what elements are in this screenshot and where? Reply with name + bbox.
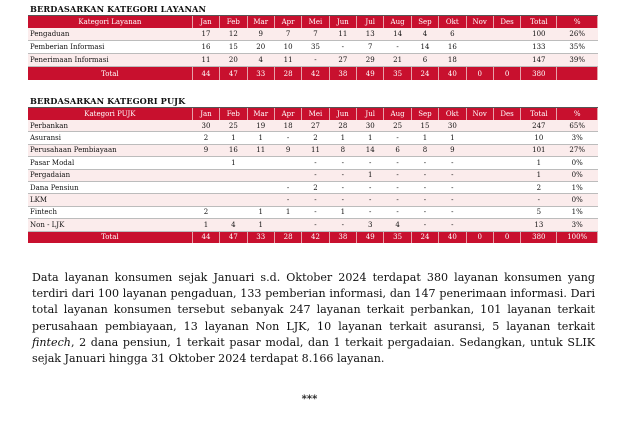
table-cell: - xyxy=(274,194,301,206)
total-cell: 380 xyxy=(521,67,557,81)
table-cell: 2 xyxy=(192,132,219,144)
table-cell xyxy=(466,41,493,54)
header-cell: Nov xyxy=(466,16,493,28)
header-cell: Apr xyxy=(274,16,301,28)
table-cell: 1 xyxy=(521,169,557,181)
table-row xyxy=(28,219,598,231)
header-cell: Okt xyxy=(439,16,466,28)
table-cell xyxy=(274,219,301,231)
table-cell: 1 xyxy=(329,206,356,218)
total-cell: 42 xyxy=(302,231,329,243)
paragraph-text: Data layanan konsumen sejak Januari s.d. Oktober 2024 terdapat 380 layanan konsumen yang terdiri dari 100 layanan pengaduan, 133 pemberian informasi, dan 147 penerimaan informasi. Dari total layanan konsumen tersebut sebanyak 247 layanan terkait perbankan, 101 layanan terkait perusahaan pembiayaan, 13 layanan Non LJK, 10 layanan terkait asuransi, 5 layanan terkait xyxy=(32,271,595,333)
table-cell: - xyxy=(384,132,411,144)
total-label: Total xyxy=(28,231,192,243)
table-cell: 18 xyxy=(274,120,301,132)
table-cell: - xyxy=(302,54,329,67)
section-separator: *** xyxy=(301,394,318,405)
total-cell xyxy=(557,67,598,81)
table-cell: 1 xyxy=(220,132,247,144)
table-cell: 25 xyxy=(384,120,411,132)
table-row xyxy=(28,120,598,132)
table-cell xyxy=(192,181,219,193)
table-cell: 17 xyxy=(192,28,219,41)
table-cell: 7 xyxy=(302,28,329,41)
total-cell: 38 xyxy=(329,231,356,243)
table-cell: 1 xyxy=(357,169,384,181)
table-cell: 27 xyxy=(302,120,329,132)
total-cell: 33 xyxy=(247,67,274,81)
table-cell: - xyxy=(411,194,438,206)
total-cell: 38 xyxy=(329,67,356,81)
header-cell: Apr xyxy=(274,108,301,120)
table-cell: - xyxy=(357,157,384,169)
total-cell: 44 xyxy=(192,231,219,243)
row-label: LKM xyxy=(28,194,192,206)
header-cell: Mar xyxy=(247,108,274,120)
table-cell: 15 xyxy=(411,120,438,132)
table-cell xyxy=(247,194,274,206)
row-label: Dana Pensiun xyxy=(28,181,192,193)
table-cell: 30 xyxy=(357,120,384,132)
row-label: Pergadaian xyxy=(28,169,192,181)
table-cell: 10 xyxy=(521,132,557,144)
table-cell: 9 xyxy=(192,144,219,156)
table-cell: 1 xyxy=(220,157,247,169)
total-cell: 35 xyxy=(384,67,411,81)
header-cell: Des xyxy=(493,16,520,28)
table-cell xyxy=(466,157,493,169)
table-cell: 14 xyxy=(384,28,411,41)
table-cell xyxy=(466,206,493,218)
table-cell: 16 xyxy=(220,144,247,156)
table-cell: 12 xyxy=(220,28,247,41)
table-cell xyxy=(192,157,219,169)
table-cell: - xyxy=(384,157,411,169)
table-cell xyxy=(220,194,247,206)
table-cell: - xyxy=(439,219,466,231)
table-cell: - xyxy=(329,41,356,54)
section-title: BERDASARKAN KATEGORI PUJK xyxy=(28,96,598,108)
total-cell: 24 xyxy=(411,231,438,243)
table-cell: - xyxy=(329,157,356,169)
table-cell: 133 xyxy=(521,41,557,54)
table-cell: 6 xyxy=(439,28,466,41)
table-cell: 16 xyxy=(439,41,466,54)
table-cell: - xyxy=(411,219,438,231)
table-cell: - xyxy=(329,181,356,193)
table-cell xyxy=(220,169,247,181)
table-cell: 26% xyxy=(557,28,598,41)
table-cell: - xyxy=(329,219,356,231)
table-cell xyxy=(192,169,219,181)
table-cell: 10 xyxy=(274,41,301,54)
table-cell: 20 xyxy=(220,54,247,67)
table-cell: 20 xyxy=(247,41,274,54)
table-cell xyxy=(466,132,493,144)
table-cell xyxy=(466,54,493,67)
table-cell: - xyxy=(439,169,466,181)
table-cell: 1 xyxy=(329,132,356,144)
table-cell: 1 xyxy=(357,132,384,144)
table-cell: 2 xyxy=(192,206,219,218)
table-cell: 11 xyxy=(247,144,274,156)
table-cell: - xyxy=(329,194,356,206)
table-cell: 1 xyxy=(247,206,274,218)
total-cell: 47 xyxy=(220,67,247,81)
total-cell: 49 xyxy=(357,67,384,81)
table-cell: - xyxy=(411,181,438,193)
table-cell: 39% xyxy=(557,54,598,67)
total-cell: 35 xyxy=(384,231,411,243)
table-cell xyxy=(493,219,520,231)
header-category: Kategori PUJK xyxy=(28,108,192,120)
header-cell: Aug xyxy=(384,108,411,120)
table-cell xyxy=(493,28,520,41)
row-label: Pasar Modal xyxy=(28,157,192,169)
table-cell: 6 xyxy=(411,54,438,67)
table-header-row xyxy=(28,108,598,120)
total-row xyxy=(28,231,598,243)
header-cell: Okt xyxy=(439,108,466,120)
total-cell: 49 xyxy=(357,231,384,243)
table-cell: - xyxy=(439,181,466,193)
paragraph-text-end: , 2 dana pensiun, 1 terkait pasar modal, dan 1 terkait pergadaian. Sedangkan, untuk SLIK sejak Januari hingga 31 Oktober 2024 terdapat 8.166 layanan. xyxy=(32,335,595,366)
header-cell: Nov xyxy=(466,108,493,120)
row-label: Non - LJK xyxy=(28,219,192,231)
table-cell: 3% xyxy=(557,219,598,231)
table-cell: 65% xyxy=(557,120,598,132)
table-cell xyxy=(493,132,520,144)
table-cell: 35% xyxy=(557,41,598,54)
table-cell: 13 xyxy=(521,219,557,231)
header-cell: Sep xyxy=(411,16,438,28)
table-cell: 19 xyxy=(247,120,274,132)
header-cell: Jun xyxy=(329,16,356,28)
section-kategori-pujk xyxy=(28,96,598,243)
table-cell: - xyxy=(384,169,411,181)
total-cell: 24 xyxy=(411,67,438,81)
table-cell: 1 xyxy=(247,132,274,144)
table-cell: 15 xyxy=(220,41,247,54)
table-row xyxy=(28,194,598,206)
table-cell: 9 xyxy=(274,144,301,156)
table-cell: 3 xyxy=(357,219,384,231)
total-cell: 0 xyxy=(493,67,520,81)
table-cell: - xyxy=(274,132,301,144)
table-cell: - xyxy=(411,157,438,169)
table-cell: 6 xyxy=(384,144,411,156)
row-label: Pengaduan xyxy=(28,28,192,41)
table-cell: 21 xyxy=(384,54,411,67)
table-kategori-pujk xyxy=(28,108,598,243)
table-cell: - xyxy=(384,181,411,193)
header-cell: Mei xyxy=(302,16,329,28)
table-cell: 16 xyxy=(192,41,219,54)
header-cell: Jul xyxy=(357,108,384,120)
table-cell: 2 xyxy=(302,181,329,193)
table-cell: 27 xyxy=(329,54,356,67)
table-cell xyxy=(493,157,520,169)
table-cell: 8 xyxy=(411,144,438,156)
total-cell: 28 xyxy=(274,67,301,81)
table-cell xyxy=(220,206,247,218)
row-label: Perusahaan Pembiayaan xyxy=(28,144,192,156)
table-cell: - xyxy=(302,219,329,231)
header-cell: Feb xyxy=(220,108,247,120)
row-label: Fintech xyxy=(28,206,192,218)
table-cell: - xyxy=(384,206,411,218)
table-cell: 27% xyxy=(557,144,598,156)
table-cell: 147 xyxy=(521,54,557,67)
table-cell: 1 xyxy=(274,206,301,218)
table-cell: 14 xyxy=(357,144,384,156)
table-cell: 100 xyxy=(521,28,557,41)
total-cell: 42 xyxy=(302,67,329,81)
table-cell xyxy=(466,181,493,193)
table-row xyxy=(28,54,598,67)
table-cell: 29 xyxy=(357,54,384,67)
table-cell: - xyxy=(302,206,329,218)
total-cell: 0 xyxy=(466,67,493,81)
table-cell: 1 xyxy=(192,219,219,231)
table-cell: 8 xyxy=(329,144,356,156)
table-cell: 25 xyxy=(220,120,247,132)
table-cell xyxy=(274,157,301,169)
table-cell: - xyxy=(411,206,438,218)
table-cell: 2 xyxy=(521,181,557,193)
total-cell: 40 xyxy=(439,67,466,81)
table-cell: - xyxy=(439,206,466,218)
table-cell: 1 xyxy=(247,219,274,231)
table-cell: - xyxy=(357,206,384,218)
table-cell: 9 xyxy=(439,144,466,156)
table-cell: - xyxy=(384,41,411,54)
table-cell: 1% xyxy=(557,206,598,218)
table-cell: - xyxy=(302,194,329,206)
table-cell xyxy=(466,194,493,206)
table-cell xyxy=(493,120,520,132)
table-cell xyxy=(247,169,274,181)
section-kategori-layanan xyxy=(28,4,598,80)
table-cell: 18 xyxy=(439,54,466,67)
header-cell: % xyxy=(557,16,598,28)
row-label: Asuransi xyxy=(28,132,192,144)
table-cell: 101 xyxy=(521,144,557,156)
table-cell: - xyxy=(302,157,329,169)
table-cell: 13 xyxy=(357,28,384,41)
total-cell: 44 xyxy=(192,67,219,81)
header-cell: Aug xyxy=(384,16,411,28)
table-cell: 247 xyxy=(521,120,557,132)
paragraph-italic-term: fintech xyxy=(32,335,71,349)
table-cell: 7 xyxy=(357,41,384,54)
table-row xyxy=(28,144,598,156)
table-kategori-layanan xyxy=(28,16,598,80)
table-cell xyxy=(220,181,247,193)
table-cell: 1 xyxy=(411,132,438,144)
table-cell: 2 xyxy=(302,132,329,144)
table-cell: 4 xyxy=(247,54,274,67)
section-title: BERDASARKAN KATEGORI LAYANAN xyxy=(28,4,598,16)
table-cell xyxy=(192,194,219,206)
table-cell: - xyxy=(439,194,466,206)
table-cell: 9 xyxy=(247,28,274,41)
header-cell: Mar xyxy=(247,16,274,28)
table-cell xyxy=(493,169,520,181)
table-cell: 7 xyxy=(274,28,301,41)
table-cell: 1 xyxy=(439,132,466,144)
table-cell: 4 xyxy=(411,28,438,41)
header-cell: Mei xyxy=(302,108,329,120)
table-cell xyxy=(466,169,493,181)
table-cell: 11 xyxy=(274,54,301,67)
table-cell: - xyxy=(274,181,301,193)
table-cell xyxy=(466,28,493,41)
table-cell: 0% xyxy=(557,157,598,169)
table-cell xyxy=(493,181,520,193)
table-row xyxy=(28,157,598,169)
row-label: Pemberian Informasi xyxy=(28,41,192,54)
table-cell: - xyxy=(329,169,356,181)
header-cell: Jan xyxy=(192,16,219,28)
table-cell: 1% xyxy=(557,181,598,193)
table-cell xyxy=(493,144,520,156)
table-row xyxy=(28,41,598,54)
summary-paragraph xyxy=(32,270,595,367)
header-cell: Jul xyxy=(357,16,384,28)
table-cell: - xyxy=(302,169,329,181)
table-cell: 35 xyxy=(302,41,329,54)
table-cell: 14 xyxy=(411,41,438,54)
total-cell: 100% xyxy=(557,231,598,243)
row-label: Penerimaan Informasi xyxy=(28,54,192,67)
table-cell: 28 xyxy=(329,120,356,132)
header-cell: Des xyxy=(493,108,520,120)
header-cell: Total xyxy=(521,16,557,28)
table-cell: 1 xyxy=(521,157,557,169)
total-cell: 33 xyxy=(247,231,274,243)
header-cell: Sep xyxy=(411,108,438,120)
table-cell xyxy=(466,120,493,132)
total-cell: 40 xyxy=(439,231,466,243)
table-cell xyxy=(247,157,274,169)
table-cell: 30 xyxy=(192,120,219,132)
total-cell: 0 xyxy=(493,231,520,243)
table-cell: - xyxy=(439,157,466,169)
table-cell: 5 xyxy=(521,206,557,218)
table-cell: 11 xyxy=(192,54,219,67)
header-category: Kategori Layanan xyxy=(28,16,192,28)
table-cell xyxy=(493,206,520,218)
table-cell: 4 xyxy=(384,219,411,231)
table-cell xyxy=(466,144,493,156)
table-cell xyxy=(493,194,520,206)
table-cell: - xyxy=(411,169,438,181)
header-cell: % xyxy=(557,108,598,120)
total-label: Total xyxy=(28,67,192,81)
table-cell: - xyxy=(384,194,411,206)
table-cell: - xyxy=(357,181,384,193)
table-cell: 30 xyxy=(439,120,466,132)
table-cell: 11 xyxy=(302,144,329,156)
table-cell xyxy=(466,219,493,231)
table-row xyxy=(28,181,598,193)
header-cell: Jun xyxy=(329,108,356,120)
header-cell: Jan xyxy=(192,108,219,120)
total-cell: 0 xyxy=(466,231,493,243)
table-row xyxy=(28,132,598,144)
table-cell xyxy=(493,54,520,67)
total-cell: 28 xyxy=(274,231,301,243)
total-cell: 47 xyxy=(220,231,247,243)
table-cell xyxy=(247,181,274,193)
table-cell xyxy=(274,169,301,181)
table-cell: - xyxy=(357,194,384,206)
table-row xyxy=(28,206,598,218)
table-cell: 0% xyxy=(557,169,598,181)
table-row xyxy=(28,169,598,181)
table-cell: 0% xyxy=(557,194,598,206)
table-cell: 11 xyxy=(329,28,356,41)
table-cell: 3% xyxy=(557,132,598,144)
header-cell: Feb xyxy=(220,16,247,28)
table-row xyxy=(28,28,598,41)
table-header-row xyxy=(28,16,598,28)
table-cell: 4 xyxy=(220,219,247,231)
total-cell: 380 xyxy=(521,231,557,243)
total-row xyxy=(28,67,598,81)
table-cell xyxy=(493,41,520,54)
header-cell: Total xyxy=(521,108,557,120)
table-cell: - xyxy=(521,194,557,206)
row-label: Perbankan xyxy=(28,120,192,132)
